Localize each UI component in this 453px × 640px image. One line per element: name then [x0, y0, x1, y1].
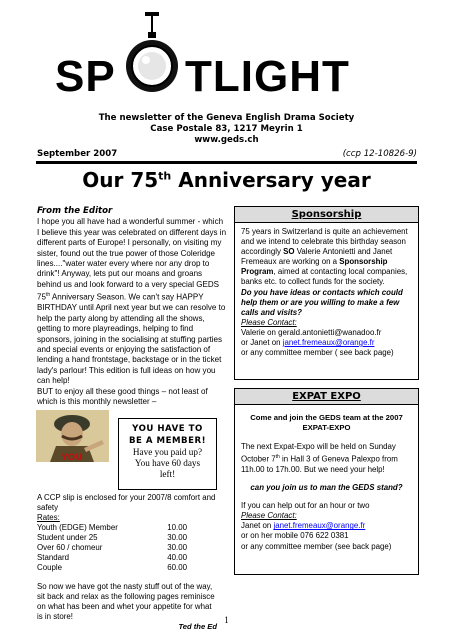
kitchener-poster-image: [36, 410, 109, 462]
expo-contact-label: Please Contact:: [241, 511, 297, 521]
headline-sup: th: [158, 169, 172, 183]
rate-name: Couple: [37, 563, 63, 572]
editor-p1-text: I hope you all have had a wonderful summer - which I believe this year was celebrated on different days in different parts of Europe! I personally, on visiting my sister, found out the true power of those Coleridge lines...."water water every where nor any drop to drink"! Anyway, lets put our moans and groans behind us and look forward to a very special GEDS 75: [37, 217, 227, 302]
masthead-rule: [36, 161, 417, 164]
masthead-title-right: TLIGHT: [185, 52, 350, 101]
editor-paragraph-1: [37, 217, 227, 386]
headline-main: Our 75: [82, 168, 159, 192]
editor-closing: So now we have got the nasty stuff out of the way, sit back and relax as the following pages reminisce on what has been and whet your appetite for what is in store!: [37, 582, 215, 621]
editor-p1-sup: th: [45, 292, 51, 299]
poster-caption: YOU: [61, 453, 83, 462]
expo-contact-janet: [241, 521, 412, 531]
sponsorship-question: Do you have ideas or contacts which could help them or are you willing to make a few calls and visits?: [241, 287, 403, 317]
editor-paragraph-2: BUT to enjoy all these good things – not least of which is this monthly newsletter –: [37, 386, 208, 406]
expo-sup: th: [275, 454, 280, 461]
sponsorship-title: Sponsorship: [235, 207, 418, 223]
rate-value: 30.00: [167, 533, 187, 542]
member-box-line-5: left!: [159, 469, 176, 479]
sponsorship-contact-valerie[interactable]: Valerie on gerald.antonietti@wanadoo.fr: [241, 327, 382, 337]
table-row: [37, 533, 187, 543]
expo-text-b: in Hall 3 of Geneva Palexpo from 11h.00 to 17h.00. But we need your help!: [241, 454, 398, 474]
expo-contact-committee: or any committee member (see back page): [241, 541, 392, 551]
rate-value: 10.00: [167, 523, 187, 532]
rate-value: 60.00: [167, 563, 187, 572]
expo-paragraph: [241, 442, 412, 475]
rate-value: 40.00: [167, 553, 187, 562]
sponsorship-contact-committee: or any committee member ( see back page): [241, 348, 394, 358]
masthead-title-left: SP: [55, 52, 116, 101]
table-row: [37, 553, 187, 563]
sponsorship-contact-janet: [241, 338, 412, 348]
expo-contact-janet-label: Janet on: [241, 521, 274, 531]
expo-text-a: The next Expat-Expo will be held on Sunday October 7: [241, 442, 396, 464]
rate-name: Youth (EDGE) Member: [37, 523, 118, 532]
expo-body: [235, 405, 418, 552]
table-row: [37, 563, 187, 573]
member-box-line-3: Have you paid up?: [132, 447, 203, 457]
rates-label: Rates:: [37, 513, 60, 522]
rate-name: Standard: [37, 553, 70, 562]
sponsorship-program: Sponsorship Program: [241, 257, 388, 277]
rate-value: 30.00: [167, 543, 187, 552]
sponsorship-paragraph: [241, 227, 412, 288]
editor-column: [37, 206, 227, 407]
expo-janet-email-link[interactable]: janet.fremeaux@orange.fr: [273, 521, 366, 531]
expo-question: can you join us to man the GEDS stand?: [250, 483, 403, 493]
masthead: [0, 0, 453, 100]
ccp-number: (ccp 12-10826-9): [342, 149, 417, 159]
janet-email-link[interactable]: janet.fremeaux@orange.fr: [282, 338, 375, 348]
table-row: [37, 543, 187, 553]
expo-intro: Come and join the GEDS team at the 2007 EXPAT-EXPO: [250, 413, 403, 433]
member-box-line-1: YOU HAVE TO: [132, 424, 203, 434]
expo-contact-mobile: or on her mobile 076 622 0381: [241, 531, 349, 541]
expo-help-text: If you can help out for an hour or two: [241, 501, 370, 511]
page-headline: [0, 168, 453, 192]
headline-rest: Anniversary year: [171, 168, 371, 192]
rates-section: [37, 493, 217, 632]
contact-janet-label: or Janet on: [241, 338, 283, 348]
sponsorship-text-c: , aimed at contacting local companies, banks etc. to collect funds for the society.: [241, 267, 408, 287]
sponsorship-bold-so: SO: [283, 247, 295, 257]
ccp-slip-text: A CCP slip is enclosed for your 2007/8 comfort and safety: [37, 493, 216, 512]
table-row: [37, 523, 187, 533]
sponsorship-text-a: 75 years in Switzerland is quite an achievement and we intend to celebrate this birthday season accordingly: [241, 227, 408, 257]
rate-name: Student under 25: [37, 533, 98, 542]
sponsorship-box: [234, 206, 419, 380]
expat-expo-box: [234, 388, 419, 575]
editor-p1-cont: Anniversary Season. We can't say HAPPY BIRTHDAY until April next year but we can resolve to help the party along by attending all the shows, getting to more playreadings, helping to find sponsors, joining in the socialising at stuffing parties and special events or enjoying the satisfaction of lending a hand frontstage, backstage or in the ticket lady's parlour! This edition is full ideas on how you can help!: [37, 292, 226, 386]
spotlight-lamp-icon: [120, 10, 184, 100]
membership-reminder-box: [118, 418, 217, 490]
page-number: 1: [224, 615, 229, 625]
newsletter-subtitle: The newsletter of the Geneva English Drama Society: [98, 113, 355, 123]
editor-signature: Ted the Ed: [178, 622, 217, 631]
member-box-line-2: BE A MEMBER!: [129, 436, 206, 446]
rates-table: [37, 523, 187, 573]
sponsorship-body: [235, 223, 418, 358]
society-website[interactable]: www.geds.ch: [194, 135, 259, 145]
rate-name: Over 60 / chomeur: [37, 543, 103, 552]
sponsorship-text-b: Valerie Antonietti and Janet Fremeaux are working on a: [241, 247, 393, 267]
member-box-line-4: You have 60 days: [134, 458, 201, 468]
expo-title: EXPAT EXPO: [235, 389, 418, 405]
society-address: Case Postale 83, 1217 Meyrin 1: [150, 124, 303, 134]
editor-heading: From the Editor: [37, 206, 113, 216]
sponsorship-contact-label: Please Contact:: [241, 317, 297, 327]
issue-date: September 2007: [37, 149, 118, 159]
